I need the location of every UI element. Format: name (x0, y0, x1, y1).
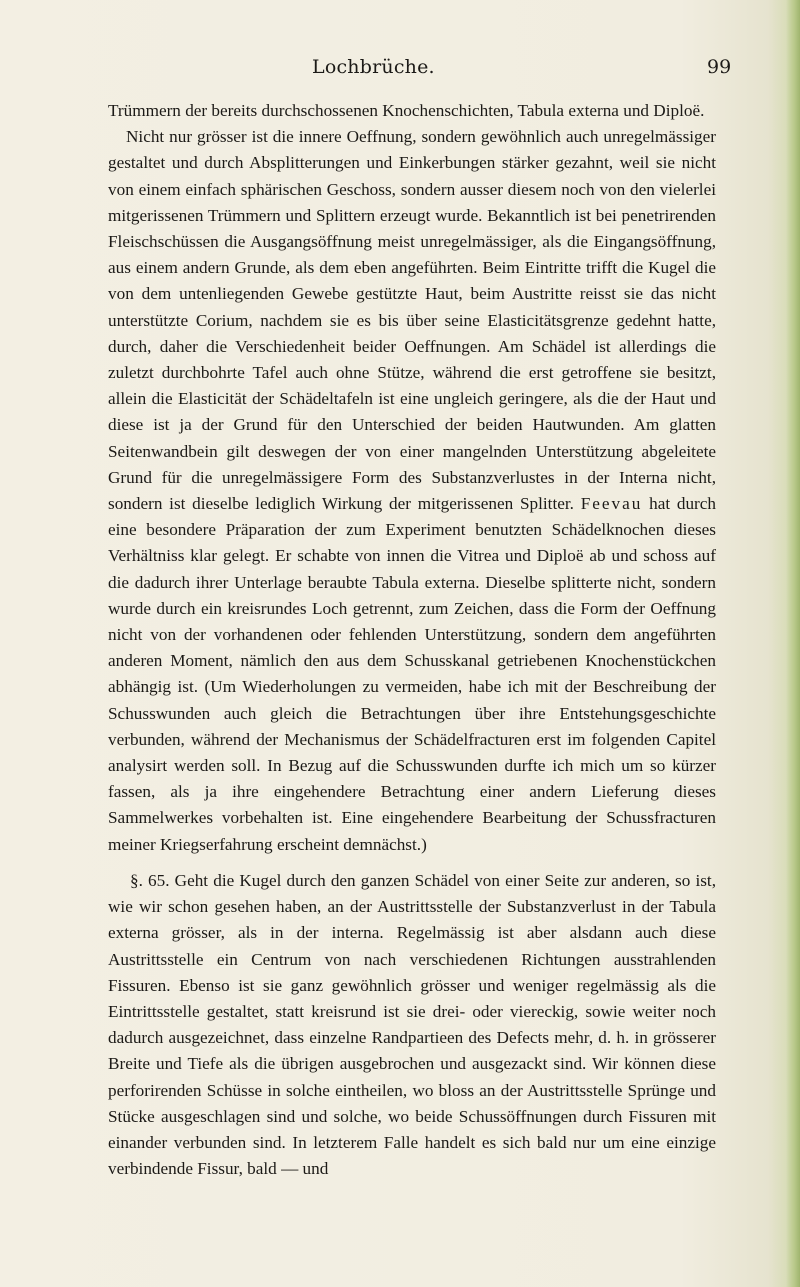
paragraph-openings-text-after: hat durch eine besondere Präparation der zum Experiment benutzten Schädelknochen dieses Verhältniss klar gelegt. Er schabte von innen die Vitrea und Diploë ab und schoss auf die dadurch ihrer Unterlage beraubte Tabula externa. Dieselbe splitterte nicht, sondern wurde durch ein kreisrundes Loch getrennt, zum Zeichen, dass die Form der Oeffnung nicht von der vorhandenen oder fehlenden Unterstützung, sondern dem angeführten anderen Moment, nämlich den aus dem Schusskanal getriebenen Knochenstückchen abhängig ist. (Um Wiederholungen zu vermeiden, habe ich mit der Beschreibung der Schusswunden auch gleich die Betrachtungen über ihre Entstehungsgeschichte verbunden, während der Mechanismus der Schädelfracturen erst im folgenden Capitel analysirt werden soll. In Bezug auf die Schusswunden durfte ich mich um so kürzer fassen, als ja ihre eingehendere Betrachtung einer andern Lieferung dieses Sammelwerkes vorbehalten ist. Eine eingehendere Bearbeitung der Schussfracturen meiner Kriegserfahrung erscheint demnächst.) (108, 494, 716, 854)
author-name: Feevau (580, 494, 643, 514)
page-edge (786, 0, 800, 1287)
page-number: 99 (707, 56, 732, 78)
running-title: Lochbrüche. (312, 56, 435, 78)
paragraph-openings (108, 124, 716, 858)
body-text (108, 98, 716, 1182)
page-header (0, 56, 800, 82)
paragraph-continuation: Trümmern der bereits durchschossenen Knochenschichten, Tabula externa und Diploë. (108, 101, 705, 120)
paragraph-section-65: §. 65. Geht die Kugel durch den ganzen Schädel von einer Seite zur anderen, so ist, wie wir schon gesehen haben, an der Austrittsstelle der Substanzverlust in der Tabula externa grösser, als in der interna. Regelmässig ist aber alsdann auch diese Austrittsstelle ein Centrum von nach verschiedenen Richtungen ausstrahlenden Fissuren. Ebenso ist sie ganz gewöhnlich grösser und weniger regelmässig als die Eintrittsstelle gestaltet, statt kreisrund ist sie drei- oder viereckig, sowie weiter noch dadurch ausgezeichnet, dass einzelne Randpartieen des Defects mehr, d. h. in grösserer Breite und Tiefe als die übrigen ausgebrochen und ausgezackt sind. Wir können diese perforirenden Schüsse in solche eintheilen, wo bloss an der Austrittsstelle Sprünge und Stücke ausgeschlagen sind und solche, wo beide Schussöffnungen durch Fissuren mit einander verbunden sind. In letzterem Falle handelt es sich bald nur um eine einzige verbindende Fissur, bald — und (108, 870, 716, 1179)
paragraph-openings-text: Nicht nur grösser ist die innere Oeffnung, sondern gewöhnlich auch unregelmässiger gestaltet und durch Absplitterungen und Einkerbungen stärker gezahnt, weil sie nicht von einem einfach sphärischen Geschoss, sondern ausser diesem noch von den vielerlei mitgerissenen Trümmern und Splittern erzeugt wurde. Bekanntlich ist bei penetrirenden Fleischschüssen die Ausgangsöffnung meist unregelmässiger, als die Eingangsöffnung, aus einem andern Grunde, als dem eben angeführten. Beim Eintritte trifft die Kugel die von dem untenliegenden Gewebe gestützte Haut, beim Austritte reisst sie das nicht unterstützte Corium, nachdem sie es bis über seine Elasticitätsgrenze gedehnt hatte, durch, daher die Verschiedenheit beider Oeffnungen. Am Schädel ist allerdings die zuletzt durchbohrte Tafel auch ohne Stütze, während die erst getroffene sie besitzt, allein die Elasticität der Schädeltafeln ist eine ungleich geringere, als die der Haut und diese ist ja der Grund für den Unterschied der beiden Hautwunden. Am glatten Seitenwandbein gilt deswegen der von einer mangelnden Unterstützung abgeleitete Grund für die unregelmässigere Form des Substanzverlustes in der Interna nicht, sondern ist dieselbe lediglich Wirkung der mitgerissenen Splitter. (108, 127, 716, 514)
